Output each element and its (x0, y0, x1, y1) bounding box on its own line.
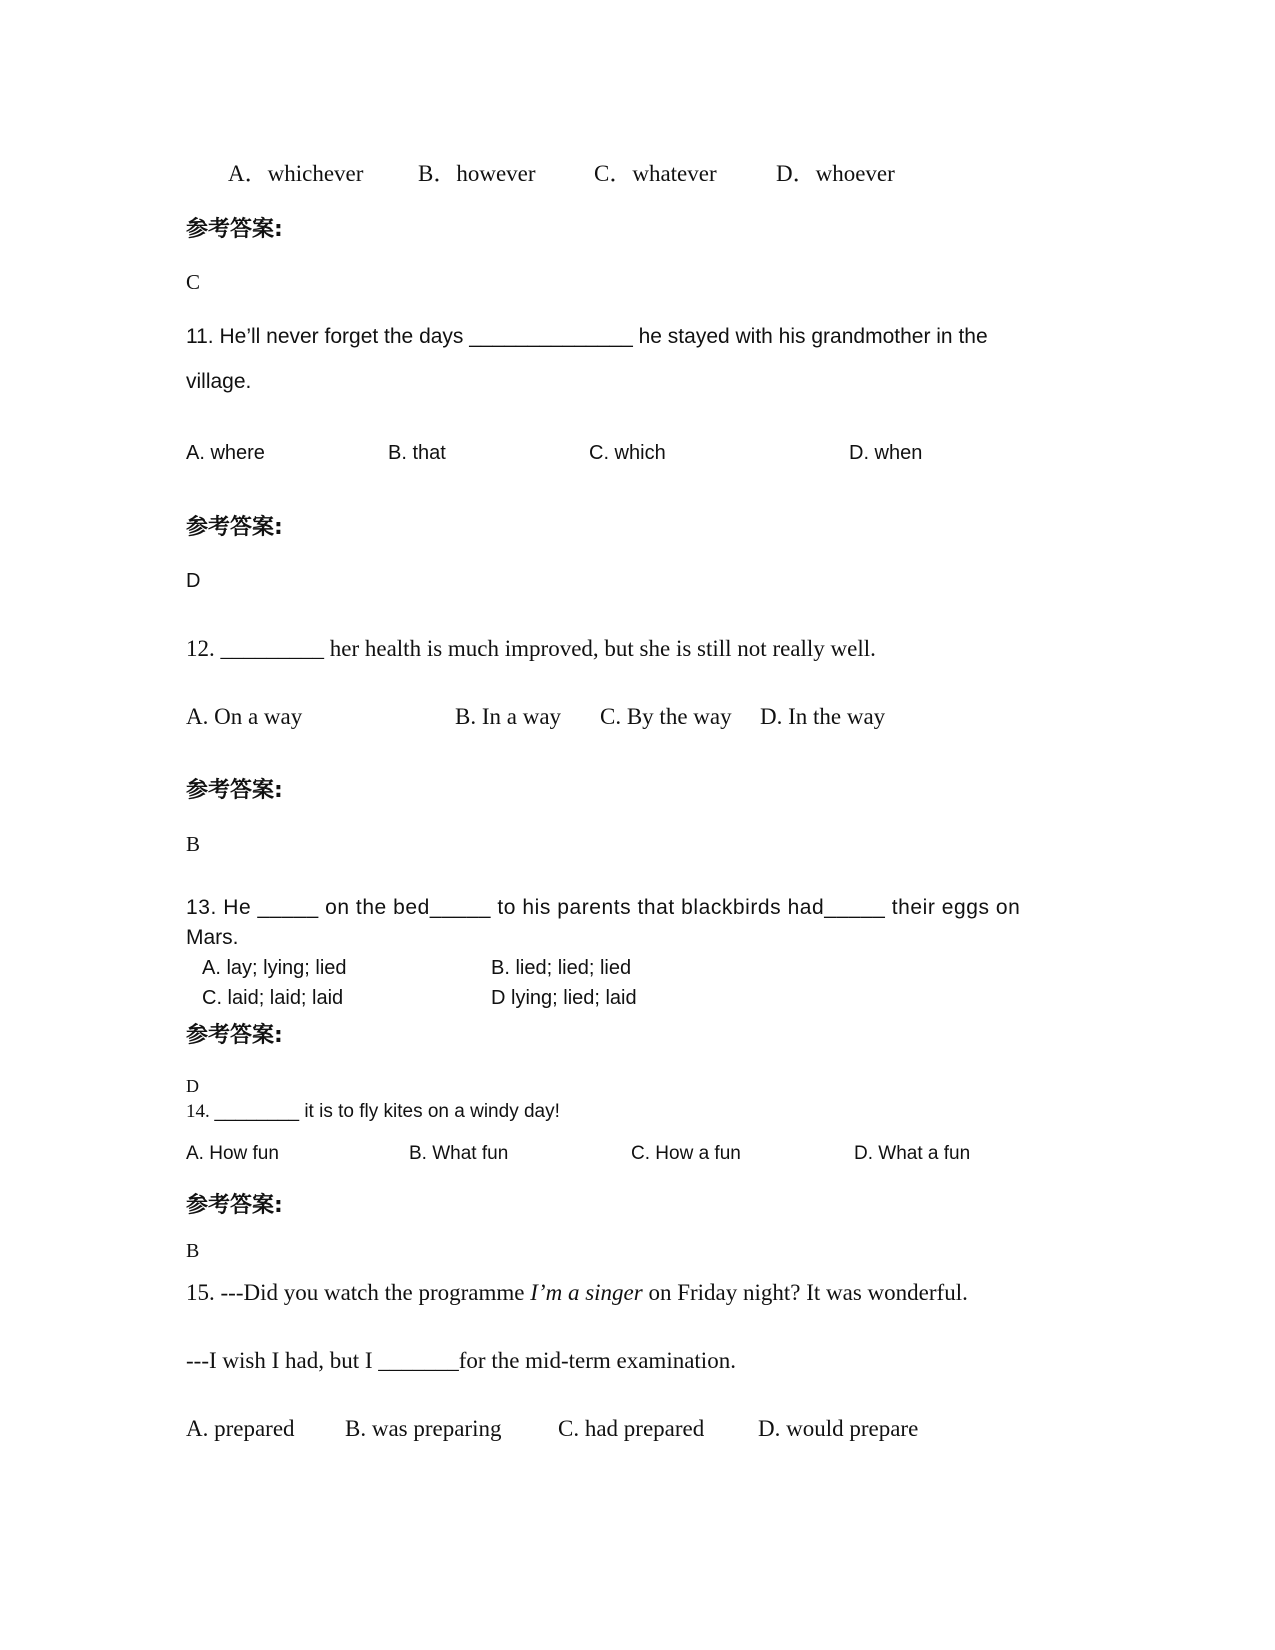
q13-option-a: A. lay; lying; lied (202, 957, 347, 979)
q15-line1-before: 15. ---Did you watch the programme (186, 1280, 531, 1305)
q11-option-d: D. when (849, 442, 923, 464)
q11-answer-label: 参考答案: (186, 515, 283, 540)
q14-blank: ________ (214, 1101, 300, 1122)
q15-option-a: A. prepared (186, 1416, 295, 1441)
q11-option-b: B. that (388, 442, 446, 464)
q10-option-b: B．however (418, 161, 536, 186)
q13-answer-label: 参考答案: (186, 1023, 283, 1048)
q15-option-c: C. had prepared (558, 1416, 705, 1441)
q10-answer: C (186, 270, 201, 294)
q12-option-d: D. In the way (760, 704, 886, 729)
q15-programme-title: I’m a singer (530, 1280, 643, 1305)
q14-option-b: B. What fun (409, 1143, 509, 1164)
q14-stem-text: it is to fly kites on a windy day! (299, 1101, 560, 1122)
q12-option-c: C. By the way (600, 704, 732, 729)
q10-option-d: D．whoever (776, 161, 895, 186)
q11-answer: D (186, 570, 201, 592)
q11-option-a: A. where (186, 442, 265, 464)
q14-option-a: A. How fun (186, 1143, 279, 1164)
q13-stem-line1: 13. He _____ on the bed_____ to his parents that blackbirds had_____ their eggs on (186, 896, 1021, 919)
q11-stem-line1: 11. He’ll never forget the days ______________ he stayed with his grandmother in the (186, 325, 988, 348)
q10-answer-label: 参考答案: (186, 217, 283, 242)
q14-option-c: C. How a fun (631, 1143, 741, 1164)
q13-option-d: D lying; lied; laid (491, 987, 637, 1009)
q14-answer: B (186, 1240, 200, 1262)
q13-answer: D (186, 1076, 199, 1096)
q11-option-c: C. which (589, 442, 666, 464)
q12-option-a: A. On a way (186, 704, 303, 729)
q12-stem: 12. _________ her health is much improved, but she is still not really well. (186, 636, 876, 661)
q13-option-c: C. laid; laid; laid (202, 987, 344, 1009)
q14-answer-label: 参考答案: (186, 1193, 283, 1218)
q11-stem-line2: village. (186, 370, 252, 393)
q15-option-d: D. would prepare (758, 1416, 919, 1441)
q10-option-c: C．whatever (594, 161, 717, 186)
q14-number: 14. (186, 1101, 210, 1122)
q14-stem (186, 1101, 560, 1123)
q15-line2: ---I wish I had, but I _______for the mid-term examination. (186, 1348, 736, 1373)
q13-stem-line2: Mars. (186, 926, 239, 949)
q15-line1 (186, 1280, 968, 1306)
q10-option-a: A．whichever (228, 161, 364, 186)
q15-option-b: B. was preparing (345, 1416, 502, 1441)
q12-answer-label: 参考答案: (186, 778, 283, 803)
q13-option-b: B. lied; lied; lied (491, 957, 632, 979)
q15-line1-after: on Friday night? It was wonderful. (642, 1280, 968, 1305)
q14-option-d: D. What a fun (854, 1143, 971, 1164)
q12-answer: B (186, 832, 201, 856)
q12-option-b: B. In a way (455, 704, 562, 729)
